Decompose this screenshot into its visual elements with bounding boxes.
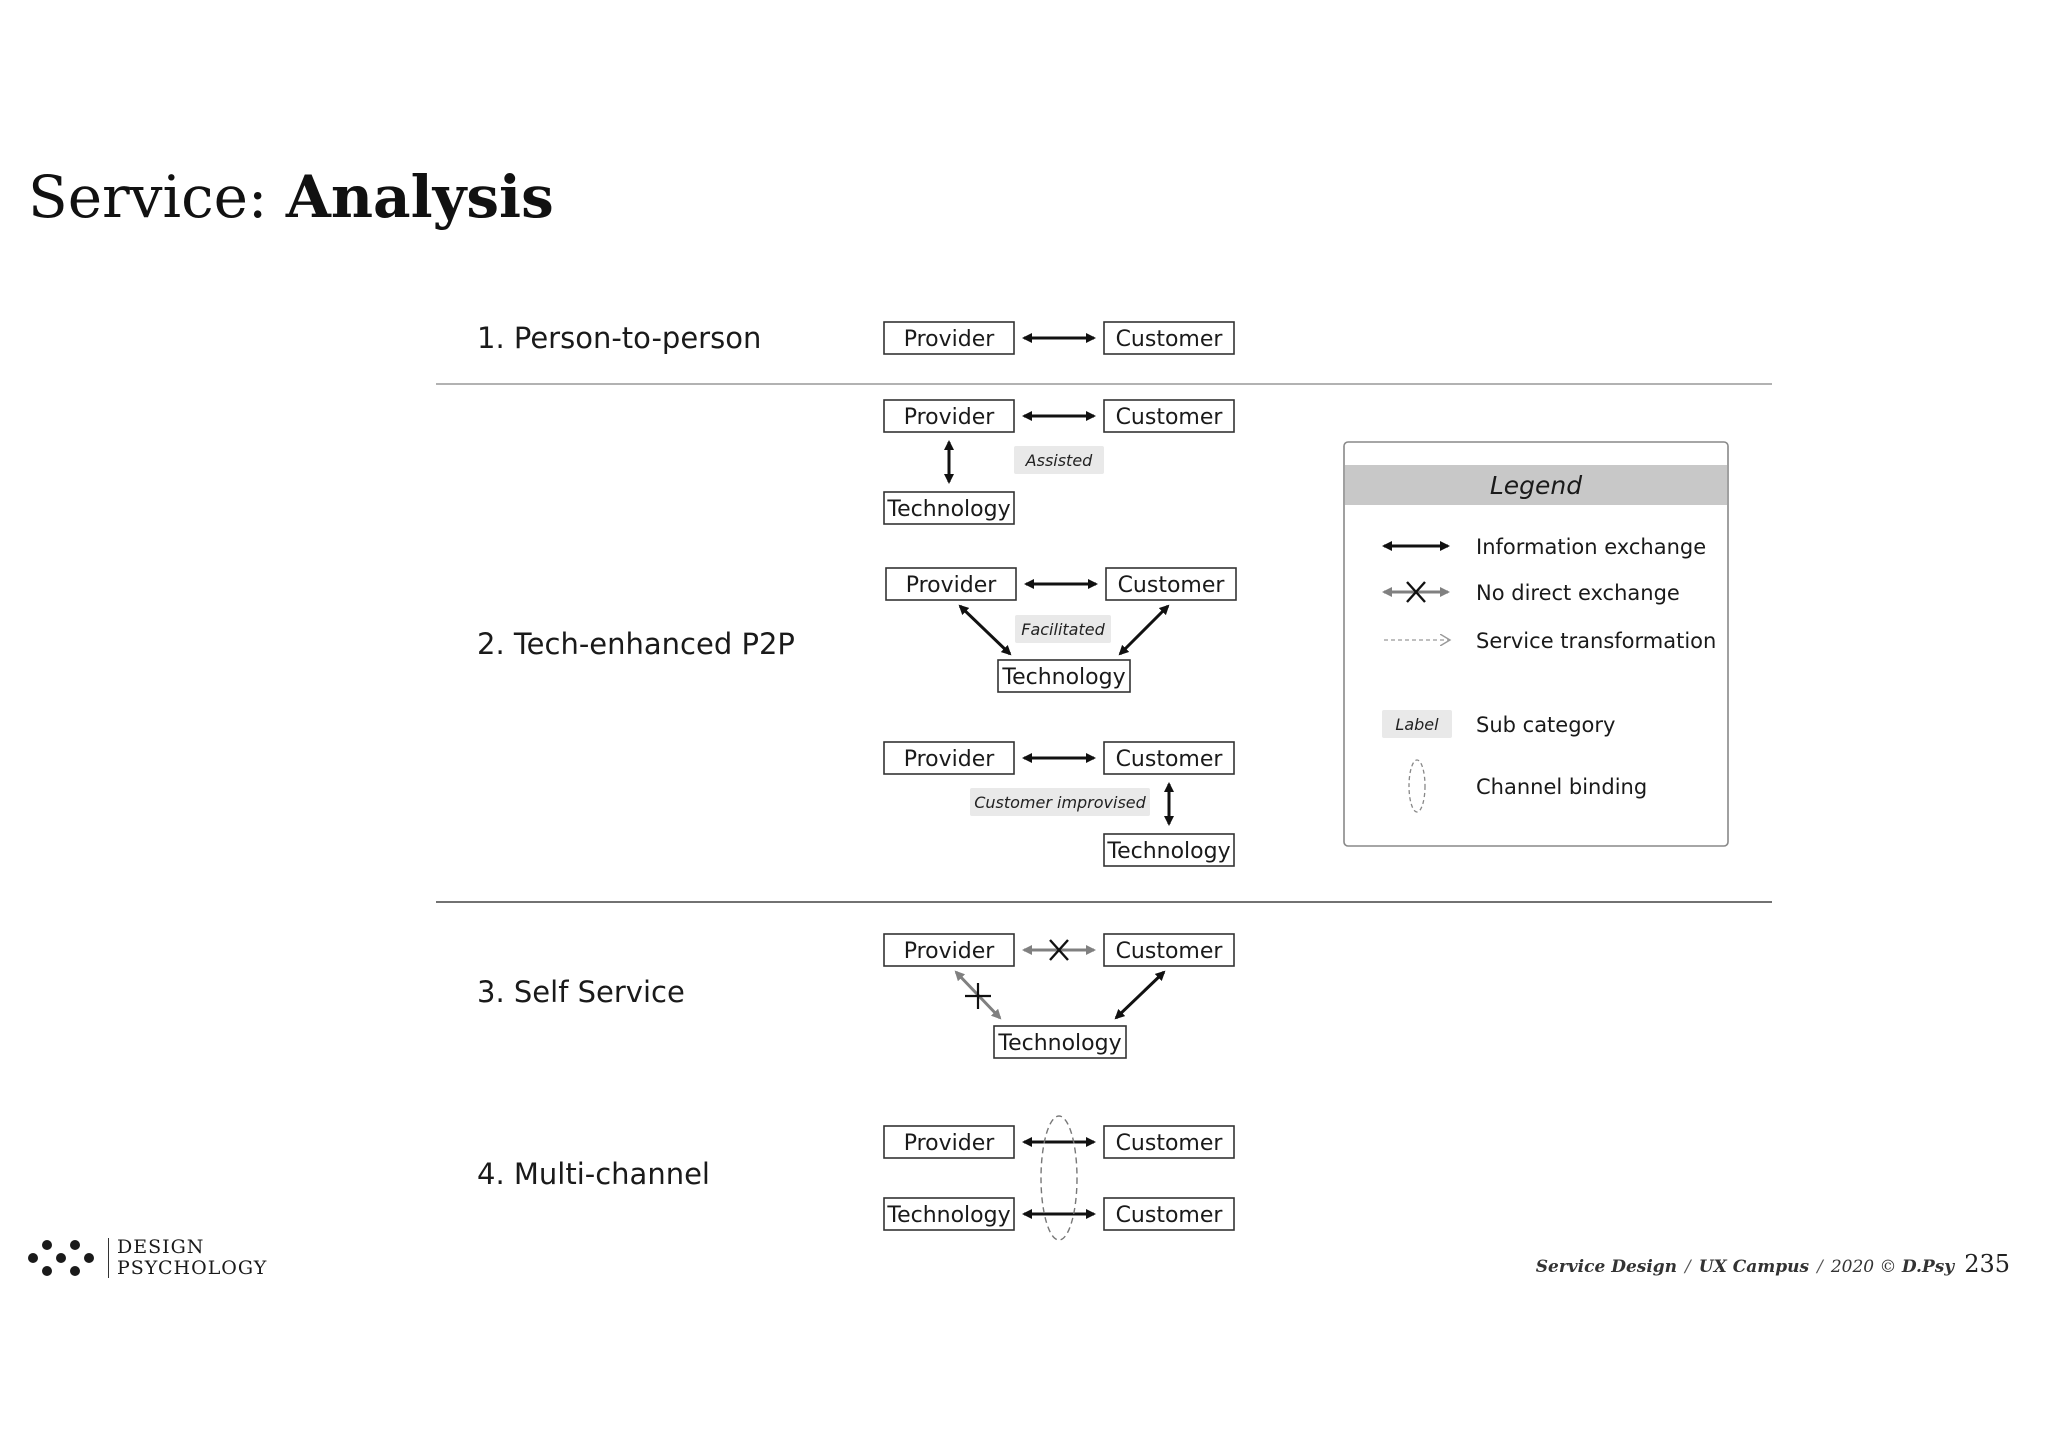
svg-text:Customer: Customer: [1115, 327, 1223, 352]
legend-label-service-transformation: Service transformation: [1476, 629, 1717, 653]
svg-text:Technology: Technology: [998, 1031, 1122, 1056]
footer-separator: /: [1685, 1257, 1691, 1277]
svg-text:Provider: Provider: [903, 939, 995, 964]
svg-text:Provider: Provider: [905, 573, 997, 598]
svg-text:Facilitated: Facilitated: [1021, 620, 1105, 639]
self-service-technology-node: [994, 1026, 1126, 1058]
footer-separator: /: [1817, 1257, 1823, 1277]
logo-line-psychology: PSYCHOLOGY: [117, 1257, 268, 1279]
logo-dots-icon: [28, 1238, 94, 1278]
self-service-provider-tech-no-exchange: [956, 972, 1000, 1018]
assisted-chip: [1014, 446, 1104, 474]
footer-campus: UX Campus: [1698, 1257, 1810, 1277]
svg-text:Label: Label: [1395, 715, 1439, 734]
svg-text:Provider: Provider: [903, 747, 995, 772]
section-label-tech-enhanced: 2. Tech-enhanced P2P: [477, 627, 795, 661]
svg-text:Customer: Customer: [1115, 939, 1223, 964]
self-service-customer-node: [1104, 934, 1234, 966]
facilitated-customer-tech-arrow: [1120, 606, 1168, 654]
svg-text:Customer: Customer: [1115, 405, 1223, 430]
self-service-customer-tech-arrow: [1116, 972, 1164, 1018]
footer: [1536, 1250, 2010, 1278]
title-regular: Service:: [28, 163, 286, 231]
assisted-customer-node: [1104, 400, 1234, 432]
footer-author: D.Psy: [1901, 1257, 1955, 1277]
p2p-customer-node: [1104, 322, 1234, 354]
assisted-provider-node: [884, 400, 1014, 432]
section-label-person-to-person: 1. Person-to-person: [477, 321, 762, 355]
legend-label-information-exchange: Information exchange: [1476, 535, 1707, 559]
svg-text:Customer: Customer: [1115, 747, 1223, 772]
multi-customer-node-1: [1104, 1126, 1234, 1158]
svg-text:Customer: Customer: [1115, 1203, 1223, 1228]
facilitated-customer-node: [1106, 568, 1236, 600]
multi-provider-node: [884, 1126, 1014, 1158]
svg-text:Technology: Technology: [887, 1203, 1011, 1228]
section-label-multi-channel: 4. Multi-channel: [477, 1157, 710, 1191]
svg-text:Assisted: Assisted: [1025, 451, 1093, 470]
facilitated-technology-node: [998, 660, 1130, 692]
improvised-customer-node: [1104, 742, 1234, 774]
logo-line-design: DESIGN: [117, 1236, 205, 1258]
logo-separator: [108, 1238, 109, 1278]
self-service-no-exchange-arrow: [1024, 940, 1094, 960]
legend-label-sub-category: Sub category: [1476, 713, 1616, 737]
facilitated-chip: [1015, 615, 1111, 643]
facilitated-provider-tech-arrow: [960, 606, 1010, 654]
p2p-provider-node: [884, 322, 1014, 354]
section-label-self-service: 3. Self Service: [477, 975, 685, 1009]
assisted-technology-node: [884, 492, 1014, 524]
legend-panel: [1344, 442, 1728, 846]
title-bold: Analysis: [285, 163, 554, 231]
svg-text:Technology: Technology: [1002, 665, 1126, 690]
customer-improvised-chip: [970, 788, 1150, 816]
svg-text:Customer: Customer: [1115, 1131, 1223, 1156]
improvised-provider-node: [884, 742, 1014, 774]
svg-text:Customer improvised: Customer improvised: [974, 793, 1146, 812]
design-psychology-logo: [28, 1236, 267, 1280]
svg-text:Technology: Technology: [1107, 839, 1231, 864]
legend-title: Legend: [1489, 471, 1583, 500]
multi-customer-node-2: [1104, 1198, 1234, 1230]
multi-technology-node: [884, 1198, 1014, 1230]
facilitated-provider-node: [886, 568, 1016, 600]
svg-text:Technology: Technology: [887, 497, 1011, 522]
improvised-technology-node: [1104, 834, 1234, 866]
svg-text:Customer: Customer: [1117, 573, 1225, 598]
legend-label-no-direct-exchange: No direct exchange: [1476, 581, 1680, 605]
svg-text:Provider: Provider: [903, 405, 995, 430]
footer-course: Service Design: [1535, 1257, 1678, 1277]
footer-year: 2020 ©: [1830, 1257, 1897, 1277]
logo-wordmark: [117, 1237, 267, 1279]
svg-text:Provider: Provider: [903, 327, 995, 352]
legend-label-channel-binding: Channel binding: [1476, 775, 1648, 799]
svg-text:Provider: Provider: [903, 1131, 995, 1156]
channel-binding-ellipse: [1041, 1116, 1077, 1240]
page-number: 235: [1964, 1250, 2010, 1278]
self-service-provider-node: [884, 934, 1014, 966]
label-chip-icon: [1382, 710, 1452, 738]
